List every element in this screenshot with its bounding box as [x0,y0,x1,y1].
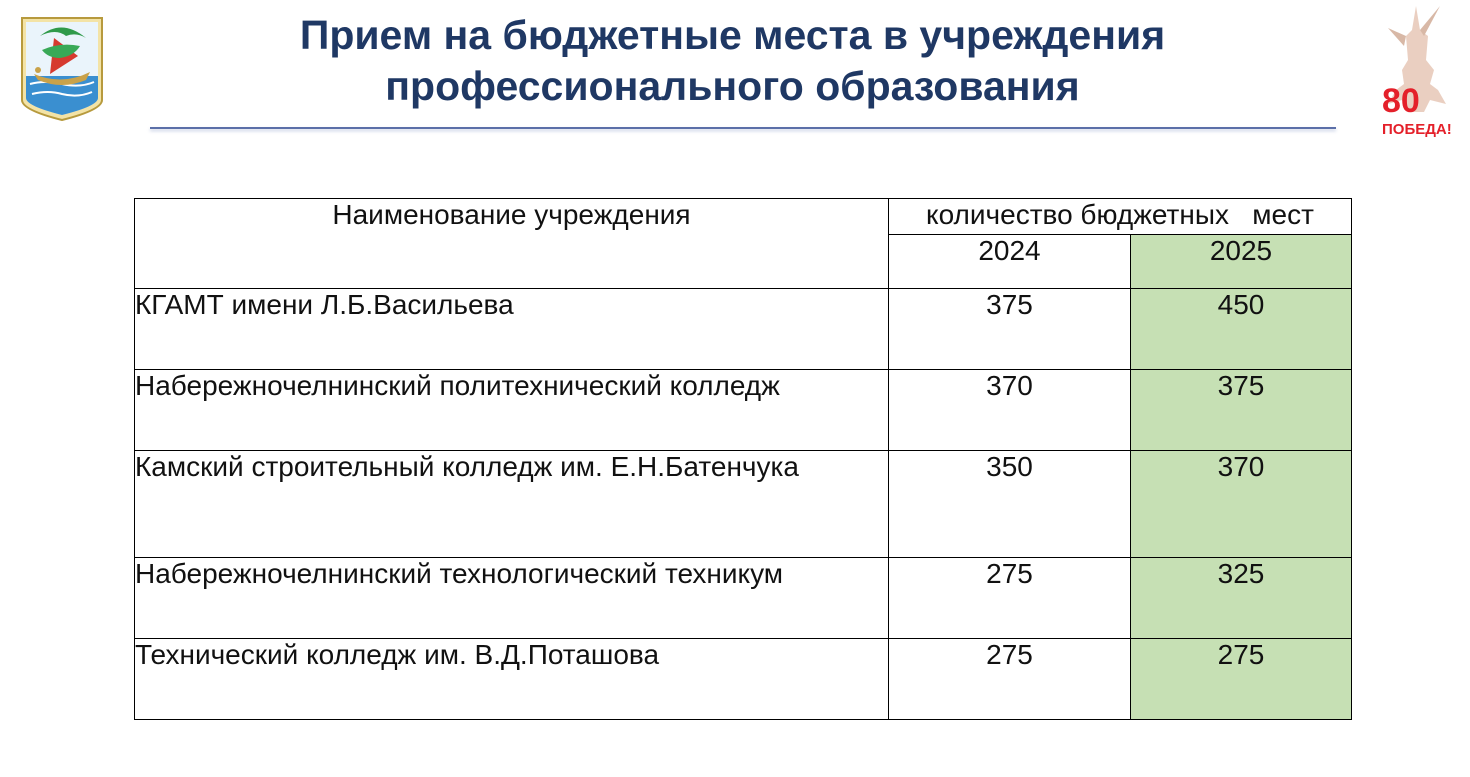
places-2024: 370 [889,370,1131,451]
places-2025: 325 [1131,558,1352,639]
page-title [190,10,1275,112]
header-year-2024: 2024 [889,235,1131,289]
title-divider [150,127,1336,129]
table-row [135,558,1352,639]
places-2025: 375 [1131,370,1352,451]
page-title-line1: Прием на бюджетные места в учреждения [299,12,1166,58]
institution-name: Технический колледж им. В.Д.Поташова [135,639,889,720]
places-2025: 370 [1131,451,1352,558]
admissions-table [134,198,1352,720]
institution-name: КГАМТ имени Л.Б.Васильева [135,289,889,370]
header-year-2025: 2025 [1131,235,1352,289]
institution-name: Камский строительный колледж им. Е.Н.Батенчука [135,451,889,558]
victory-80-logo-icon [1380,0,1452,140]
svg-text:80: 80 [1382,82,1420,120]
institution-name: Набережночелнинский технологический техникум [135,558,889,639]
page-title-line2: профессионального образования [385,63,1080,109]
places-2024: 275 [889,558,1131,639]
places-2025: 450 [1131,289,1352,370]
city-coat-of-arms-icon [20,16,104,122]
places-2025: 275 [1131,639,1352,720]
places-2024: 275 [889,639,1131,720]
header-institution-name: Наименование учреждения [135,199,889,289]
table-row [135,639,1352,720]
places-2024: 375 [889,289,1131,370]
header-budget-places: количество бюджетных мест [889,199,1352,235]
table-row [135,289,1352,370]
svg-text:ПОБЕДА!: ПОБЕДА! [1382,121,1452,138]
table-header-row [135,199,1352,235]
places-2024: 350 [889,451,1131,558]
table-row [135,451,1352,558]
institution-name: Набережночелнинский политехнический колледж [135,370,889,451]
table-row [135,370,1352,451]
